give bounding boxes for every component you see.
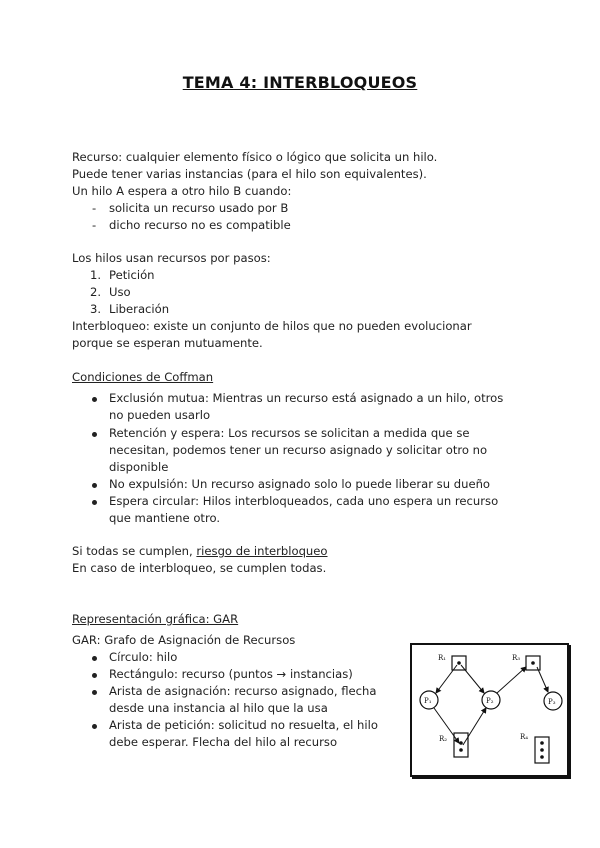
dash-marker: - [92,201,97,215]
coffman-item: Espera circular: Hilos interbloqueados, cada uno espera un recurso [109,494,499,508]
coffman-item-cont: que mantiene otro. [109,511,221,525]
coffman-item: Exclusión mutua: Mientras un recurso está asignado a un hilo, otros [109,391,504,405]
coffman-conclusion [72,543,328,561]
page-title: TEMA 4: INTERBLOQUEOS [182,73,418,92]
step-number: 2. [90,285,102,299]
gar-item-cont: desde una instancia al hilo que la usa [109,701,328,715]
dash-marker: - [92,218,97,232]
gar-definition: GAR: Grafo de Asignación de Recursos [72,633,296,647]
process-p1-label: P₁ [424,697,432,705]
wait-condition-item: solicita un recurso usado por B [109,201,289,215]
step-item: Liberación [109,302,170,316]
r2-instance-dot [459,748,463,752]
coffman-item-cont: no pueden usarlo [109,408,211,422]
step-item: Petición [109,268,155,282]
process-p3-label: P₃ [548,698,556,706]
gar-item: Círculo: hilo [109,650,178,664]
assignment-edge-r3-p3 [537,667,548,692]
r2-instance-dot [459,741,463,745]
r4-instance-dot [540,741,544,745]
coffman-item: Retención y espera: Los recursos se solicitan a medida que se [109,426,470,440]
r3-instance-dot [531,661,535,665]
r4-instance-dot [540,748,544,752]
gar-item: Arista de asignación: recurso asignado, flecha [109,684,377,698]
graph-svg [412,645,567,775]
deadlock-definition-cont: porque se esperan mutuamente. [72,336,263,350]
coffman-item-cont: disponible [109,460,169,474]
bullet-dot [92,483,97,488]
resource-r2-label: R₂ [439,735,448,743]
wait-condition-intro: Un hilo A espera a otro hilo B cuando: [72,184,292,198]
bullet-dot [92,656,97,661]
assignment-edge-r2-p2 [463,708,486,745]
resource-r3-label: R₃ [512,654,521,662]
bullet-dot [92,397,97,402]
step-number: 3. [90,302,102,316]
steps-intro: Los hilos usan recursos por pasos: [72,251,271,265]
gar-heading: Representación gráfica: GAR [72,612,239,626]
resource-definition: Recurso: cualquier elemento físico o lógico que solicita un hilo. [72,150,438,164]
gar-item: Arista de petición: solicitud no resuelta, el hilo [109,718,378,732]
step-item: Uso [109,285,131,299]
bullet-dot [92,673,97,678]
bullet-dot [92,690,97,695]
wait-condition-item: dicho recurso no es compatible [109,218,291,232]
r4-instance-dot [540,755,544,759]
request-edge-p2-r3 [497,667,526,693]
step-number: 1. [90,268,102,282]
resource-allocation-graph [410,643,569,777]
assignment-edge-r1-p1 [436,665,457,693]
coffman-heading: Condiciones de Coffman [72,370,214,384]
bullet-dot [92,724,97,729]
resource-r2-box [454,733,468,757]
request-edge-p2-r1 [461,665,484,693]
resource-r4-label: R₄ [520,733,529,741]
coffman-item-cont: necesitan, podemos tener un recurso asignado y solicitar otro no [109,443,488,457]
coffman-item: No expulsión: Un recurso asignado solo lo puede liberar su dueño [109,477,491,491]
gar-item-cont: debe esperar. Flecha del hilo al recurso [109,735,338,749]
instances-note: Puede tener varias instancias (para el hilo son equivalentes). [72,167,427,181]
gar-item: Rectángulo: recurso (puntos → instancias) [109,667,353,681]
bullet-dot [92,500,97,505]
coffman-conclusion-2: En caso de interbloqueo, se cumplen todas. [72,561,327,575]
process-p2-label: P₂ [486,697,494,705]
deadlock-definition: Interbloqueo: existe un conjunto de hilos que no pueden evolucionar [72,319,472,333]
resource-r1-label: R₁ [438,654,447,662]
bullet-dot [92,432,97,437]
conclusion-prefix: Si todas se cumplen, [72,544,197,558]
deadlock-risk-link: riesgo de interbloqueo [196,544,328,558]
r1-instance-dot [457,661,461,665]
